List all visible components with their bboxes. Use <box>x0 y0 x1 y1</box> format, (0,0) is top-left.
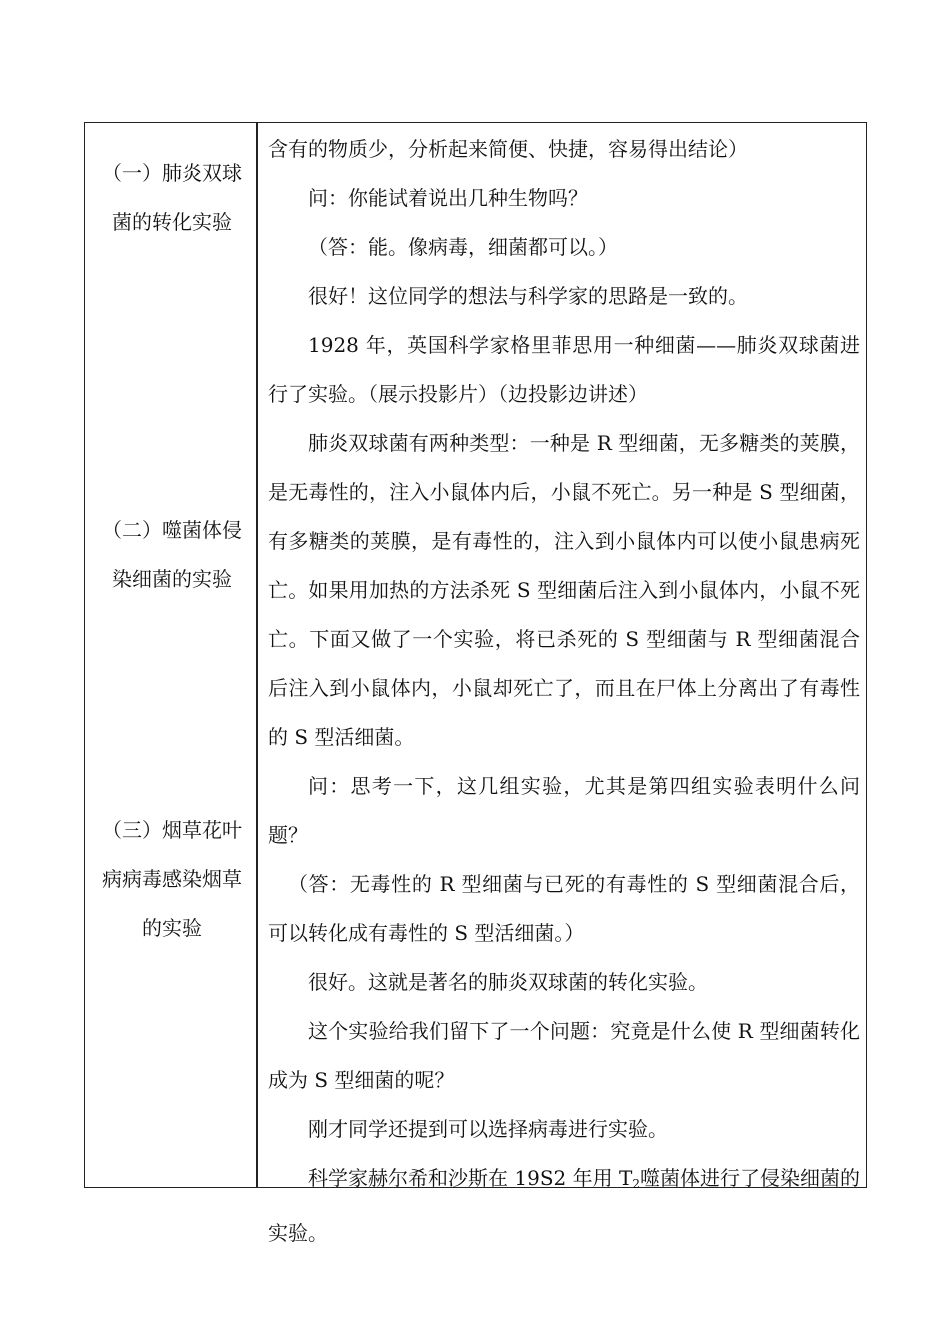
section-headings-column <box>85 123 256 1187</box>
paragraph-answer-experiment: （答：无毒性的 R 型细菌与已死的有毒性的 S 型细菌混合后，可以转化成有毒性的 S 型活细菌。） <box>268 872 860 945</box>
paragraph-continuation: 含有的物质少，分析起来简便、快捷，容易得出结论） <box>268 137 748 161</box>
paragraph-open-question: 这个实验给我们留下了一个问题：究竟是什么使 R 型细菌转化成为 S 型细菌的呢？ <box>268 1019 860 1092</box>
section-heading-tobacco-mosaic: （三）烟草花叶病病毒感染烟草的实验 <box>102 818 242 940</box>
lesson-content-column <box>268 125 860 1258</box>
paragraph-praise: 很好！这位同学的想法与科学家的思路是一致的。 <box>308 284 748 308</box>
hershey-chase-text-before: 科学家赫尔希和沙斯在 19S2 年用 T <box>308 1166 633 1190</box>
paragraph-virus-mention: 刚才同学还提到可以选择病毒进行实验。 <box>308 1117 668 1141</box>
section-heading-phage: （二）噬菌体侵染细菌的实验 <box>102 518 242 591</box>
section-heading-pneumococcus: （一）肺炎双球菌的转化实验 <box>102 161 242 234</box>
paragraph-transformation: 很好。这就是著名的肺炎双球菌的转化实验。 <box>308 970 708 994</box>
paragraph-question-organisms: 问：你能试着说出几种生物吗？ <box>308 186 588 210</box>
paragraph-hershey-chase <box>268 1154 860 1258</box>
hershey-chase-text-after: 噬菌体进行了侵染细菌的实验。 <box>268 1166 860 1245</box>
column-divider <box>256 123 258 1187</box>
phage-subscript: 2 <box>632 1177 640 1191</box>
paragraph-bacteria-types: 肺炎双球菌有两种类型：一种是 R 型细菌，无多糖类的荚膜，是无毒性的，注入小鼠体内后，小鼠不死亡。另一种是 S 型细菌，有多糖类的荚膜，是有毒性的，注入到小鼠体内可以使小鼠患病死亡。如果用加热的方法杀死 S 型细菌后注入到小鼠体内，小鼠不死亡。下面又做了一个实验，将已杀死的 S 型细菌与 R 型细菌混合后注入到小鼠体内，小鼠却死亡了，而且在尸体上分离出了有毒性的 S 型活细菌。 <box>268 431 860 749</box>
paragraph-answer-organisms: （答：能。像病毒，细菌都可以。） <box>308 235 618 259</box>
paragraph-griffith: 1928 年，英国科学家格里菲思用一种细菌——肺炎双球菌进行了实验。（展示投影片）（边投影边讲述） <box>268 333 860 406</box>
paragraph-question-experiment: 问：思考一下，这几组实验，尤其是第四组实验表明什么问题？ <box>268 774 860 847</box>
lesson-plan-table <box>84 122 867 1245</box>
